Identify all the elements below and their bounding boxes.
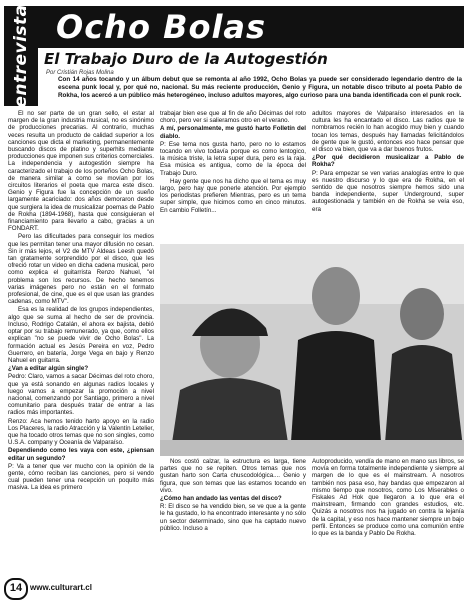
column-2 xyxy=(160,110,306,250)
question: Dependiendo como les vaya con este, ¿piensan editar un segundo? xyxy=(8,447,154,462)
website-url[interactable]: www.culturart.cl xyxy=(30,583,92,592)
section-tab xyxy=(4,6,38,106)
page-number: 14 xyxy=(4,578,28,600)
answer: P: Para empezar se ven varias analogías entre lo que es nuestro discurso y lo que era de Rokha, en el sentido de que nosotros siempre hemos sido una banda independiente, super Underground, super autogestionada y también en de Rokha se veía eso, era xyxy=(312,169,464,213)
band-photo xyxy=(160,244,464,456)
answer: P: Ese tema nos gusta harto, pero no lo estamos tocando en vivo todavía porque es como lentogico, la música triste, la letra super dura, pero es la raja. Esa música es antigua, como de la época del Trabajo Duro. xyxy=(160,140,306,177)
question: ¿Van a editar algún single? xyxy=(8,365,89,373)
answer: Hay gente que nos ha dicho que el tema es muy largo, pero hay que ponerle atención. Por ejemplo los periodistas prefieren Mientras, pero es un tema super simple, que hicimos como en cinco minutos. En cambio Folletín... xyxy=(160,177,306,214)
column-2-lower xyxy=(160,458,306,586)
intro-paragraph: Con 14 años tocando y un álbum debut que se remonta al año 1992, Ocho Bolas ya puede ser considerado legendario dentro de la escena punk local y, por qué no, nacional. Su más reciente producción, Genio y Figura, un notable disco tributo al poeta Pablo de Rokha, los acercó a un público más heterogéneo, incluso adultos mayores, algo curioso para una banda identificada con el punk rock. xyxy=(58,76,462,99)
paragraph: Esa es la realidad de los grupos independientes, algo que se suma al hecho de ser de provincia. Incluso, Rodrigo Catalán, el ahora ex bajista, debió optar por su trabajo remunerado, ya que, como ellos explican "no se puede vivir de Ocho Bolas". La formación actual es Jesús Pereira en voz, Pedro Guerrero, en batería, Jorge Vega en bajo y Renzo Nahuel en guitarra. xyxy=(8,306,154,364)
title-band xyxy=(38,6,464,48)
paragraph: El no ser parte de un gran sello, el estar al margen de la gran industria musical, no es sinónimo de producciones precarias. Al contrario, muchas veces resulta un producto de calidad superior a los canciones que dicta el marketing, permanentemente buscando discos de platino y superhits mediante producciones que imponen sus criterios comerciales. La independencia y autogestión siempre ha caracterizado el trabajo de los porteños Ocho Bolas, de manera similar a como se movían por los circuitos literarios el poeta que marca este disco. Genio y Figura fue la concepción de un sueño largamente acariciado: dos años demoraron desde que surgiera la idea de musicalizar poemas de Pablo de Rokha (1894-1968), hasta que consiguieran el financiamiento para llevarlo a cabo, gracias a un FONDART. xyxy=(8,110,154,233)
section-tab-label: entrevista xyxy=(11,4,31,108)
column-3 xyxy=(312,110,464,242)
column-3-lower xyxy=(312,458,464,586)
band-photo-illustration xyxy=(160,244,464,456)
paragraph: Autoproducido, vendía de mano en mano sus libros, se movía en forma totalmente independiente y siempre al margen de lo que es el mainstream. A nosotros también nos pasa eso, hay bandas que empezaron al mismo tiempo que nosotros, como Los Miserables o Fiskales Ad Hok que llegaron a lo que era el mainstream, firmando con grandes estudios, etc. Quizás a nosotros nos ha jugado en contra la lejanía de la capital, y eso nos hace mantener siempre un bajo perfil. Entonces se produce como una comunión entre lo que es la banda y Pablo De Rokha. xyxy=(312,458,464,538)
paragraph: trabajar bien ese que al fin de año Décimas del roto choro, pero ver si salieramos otro en el verano. xyxy=(160,110,306,125)
paragraph: adultos mayores de Valparaíso interesados en la cultura les ha encantado el disco. Las radios que te nombramos recién lo han acogido muy bien y cuando tocan los temas, después hay llamadas felicitándolos de gente que le gustó, entonces eso hace pensar que el disco va bien, que va a dar buenos frutos. xyxy=(312,110,464,154)
question: ¿Cómo han andado las ventas del disco? xyxy=(160,495,282,503)
answer: R: El disco se ha vendido bien, se ve que a la gente le ha gustado, lo ha encontrado interesante y no sólo un sector determinado, sino que ha captado nuevo público. Incluso a xyxy=(160,503,306,532)
column-1 xyxy=(8,110,154,584)
answer: Pedro: Claro, vamos a sacar Décimas del roto choro, que ya está sonando en algunas radios locales y luego vamos a empezar la promoción a nivel nacional, comenzando por Santiago, primero a nivel comunitario para después tratar de entrar a las radios más importantes. xyxy=(8,373,154,417)
byline: Por Cristián Rojas Molina xyxy=(46,70,114,76)
question: ¿Por qué decidieron musicalizar a Pablo de Rokha? xyxy=(312,154,464,169)
paragraph: Nos costó calzar, la estructura es larga, tiene partes que no se repiten. Otros temas que nos gustan harto son Carta chuscodológica.... Genio y figura, que son temas que las estamos tocando en vivo. xyxy=(160,458,306,494)
paragraph: Pero las dificultades para conseguir los medios que les permitan tener una mayor difusión no cesan. Sin ir más lejos, el V2 de MTV Aldeas Leesh quedó tan gratamente sorprendido por el disco, que les ofreció rotar un video en dicha cadena musical, pero como explica el guitarrista Renzo Nahuel, "el problema son los recursos. De hecho tenemos varias imágenes pero no están en el formato profesional, de cine, que es el que usan las grandes cadenas, como MTV". xyxy=(8,233,154,306)
answer: P: Va a tener que ver mucho con la opinión de la gente, cómo reciban las canciones, pero si vendo cual pueden tener una recepción un poquito más masiva. La idea es primero xyxy=(8,462,154,492)
article-title: Ocho Bolas xyxy=(56,8,267,46)
answer: Renzo: Aca hemos tenido harto apoyo en la radio Los Placeres, la radio Atracción y la Valentín Letelier, que ha tocado otros temas que no son singles, como U.S.A. company y Oceanía de Valparaíso. xyxy=(8,417,154,447)
article-subtitle: El Trabajo Duro de la Autogestión xyxy=(44,50,328,68)
question: A mí, personalmente, me gustó harto Folletín del diablo. xyxy=(160,125,306,140)
